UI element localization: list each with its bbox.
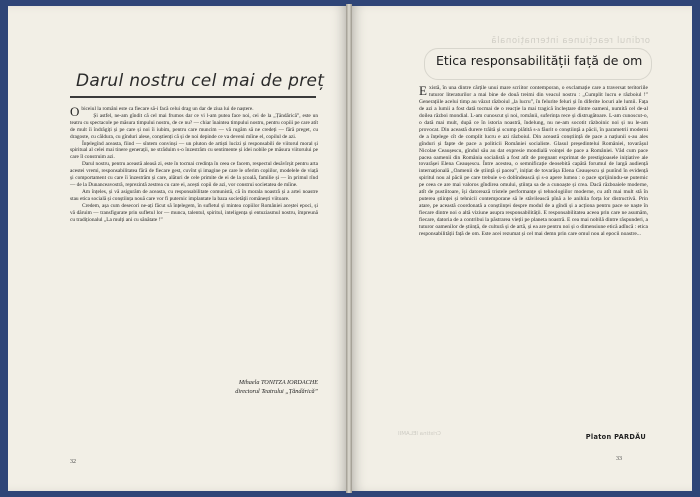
right-article-title: Etica responsabilității față de om xyxy=(436,53,643,68)
right-paragraph: Există, în una dintre cărțile unui mare scriitor contemporan, o exclamație care a traversat teritoriile tuturor literaturilor a mai bine de două treimi din veacul nostru : „Cumplit lucru e războiul !” Generațiile acelui timp au văzut războiul „la lucru”, în felurite feluri și în diferite locuri ale lumii. Fața de azi a lumii a fost dată tocmai de o reacție la mai tragică încleștare dintre oameni, numită cel de-al doilea război mondial. L-am cunoscut și noi, românii, suferința rece și distrugătoare. L-am cunoscut-o, o dată mai mult, după ce în istoria noastră, îndelung, nu ne-am socotit războinic noi și nu le-am provocat. Din această durere trăită și scump plătită s-a făurit o conștiință a păcii, în parametrii moderni de a înțelege cît de complit lucru e azi războiul. Din această conștiință de pace a națiunii s-au ales gînduri și fapte de pace a politicii României socialiste. Glasul președintelui României, tovarășul Nicolae Ceaușescu, gîndul său au dat expresie mondială voinței de pace a României. Văd cum pace pacea oamenii din România socialistă a fost atît de pregnant exprimat de prestigioasele inițiative ale tovarășei Elena Ceaușescu. Între acestea, o semnificație deosebită capătă forumul de largă audiență internațională „Oamenii de știință și pacea”, inițiat de tovarășa Elena Ceaușescu și punînd în evidență spiritul nou al păcii pe care trebuie s-o dobîndească și s-o apere lumea : o pace sprijinindu-se puternic pe ceea ce are mai valoros gîndirea omului, știința sa de a cunoaște și crea. Dacă războaiele moderne, atît de pustiitoare, își datorează tristele performanțe și tehnologiilor moderne, cu atît mai mult stă în puterea științei și tehnicii contemporane să le stăvilească pînă a le anihila forța lor distructivă. Prin atare, pe această coordonată a conștiinței despre modul de a gîndi și a acționa pentru pace se naște în fiecare dintre noi o altă viziune asupra responsabilității. E responsabilitatea aceea prin care ne asumăm, fiecare, datoria de a contribui la păstrarea vieții pe planeta noastră. E cea mai nobilă dintre răspunderi, a tuturor oamenilor de știință, de cultură și de artă, și ea are pentru noi și o dimensiune etică adîncă : etica responsabilității față de om. Este acei rezumat și cel mai demn prin care omul nou al epocii noastre... xyxy=(419,83,648,238)
bleed-through-header: ordinul reacțiunea internațională xyxy=(490,36,650,46)
left-signature-role: directorul Teatrului „Țăndărică” xyxy=(235,388,318,395)
left-signature-name: Mihaela TONITZA IORDACHE xyxy=(238,379,318,386)
left-page-number: 32 xyxy=(70,459,76,465)
left-signature xyxy=(190,378,318,396)
left-paragraph: Darul nostru, pentru această aleasă zi, este în tocmai credința în ceea ce facem, respectul desăvîrșit pentru arta acestei vremi, responsabilitatea fără de fiecare gest, cuvînt și imagine pe care le oferim copiilor, modelele de viață și comportament cu care îi înzestrăm și care, alături de cele primite de ei de la școală, familie și — în primul rînd — de la Dunanceavostră, reprezintă zestrea cu care ei, acești copii de azi, vor construi societatea de mîine. xyxy=(70,161,318,188)
bleed-through-footer: Cristina IELAMII xyxy=(398,431,441,437)
book-gutter xyxy=(346,4,352,493)
right-article-body xyxy=(419,85,648,238)
left-paragraph: Obiceiul la români este ca fiecare să-i facă celui drag un dar de ziua lui de naștere. xyxy=(70,104,254,119)
left-paragraph: Înțelegînd aceasta, fiind — sîntem convinși — un pluton de artiști lucizi și responsabili de viitorul moral și spiritual al celei mai tinere generații, ne străduim s-o înzestrăm cu sentimente și idei nobile pe măsura viitorului pe care îl construim azi. xyxy=(70,140,318,161)
left-article-title: Darul nostru cel mai de preț xyxy=(76,71,325,91)
left-paragraph: Credem, așa cum desecori ne-ați făcut să înțelegem, în sufletul și mintea copiilor României aceștei epoci, și vă dăruim — transfigurate prin sufletul lor — munca, talentul, spiritul, inteligența și entuziasmul nostru, împreună cu tradiționalul „La mulți ani cu sănătate !” xyxy=(70,202,318,223)
right-page-number: 33 xyxy=(616,456,622,462)
left-article-body xyxy=(70,106,318,223)
left-paragraph: Am înțeles, și vă asigurăm de aceasta, cu responsabilitate comunistă, că în morala noastră și a artei noastre stau etica socială și conștiința nouă care vor fi puternic implantate la baza societății românești viitoare. xyxy=(70,188,318,202)
right-signature: Platon PARDĂU xyxy=(585,433,646,441)
left-paragraph: Și astfel, ne-am gîndit că cel mai frumos dar ce vi l-am putea face noi, cei de la „Țăndărică”, este un teatru cu spectacole pe măsura timpului nostru, de ce nu? — chiar înaintea timpului nostru, pentru copiii pe care atît de mult îi îndrăgiți și pe care și noi îi iubim, pentru care muncim — vă rugăm să ne credeți — fără preget, cu dragoste, cu căldura, cu gînduri alese, conștienți că și de noi depinde ce va deveni mîine el, copilul de azi. xyxy=(70,112,318,140)
left-title-underline xyxy=(70,96,316,98)
